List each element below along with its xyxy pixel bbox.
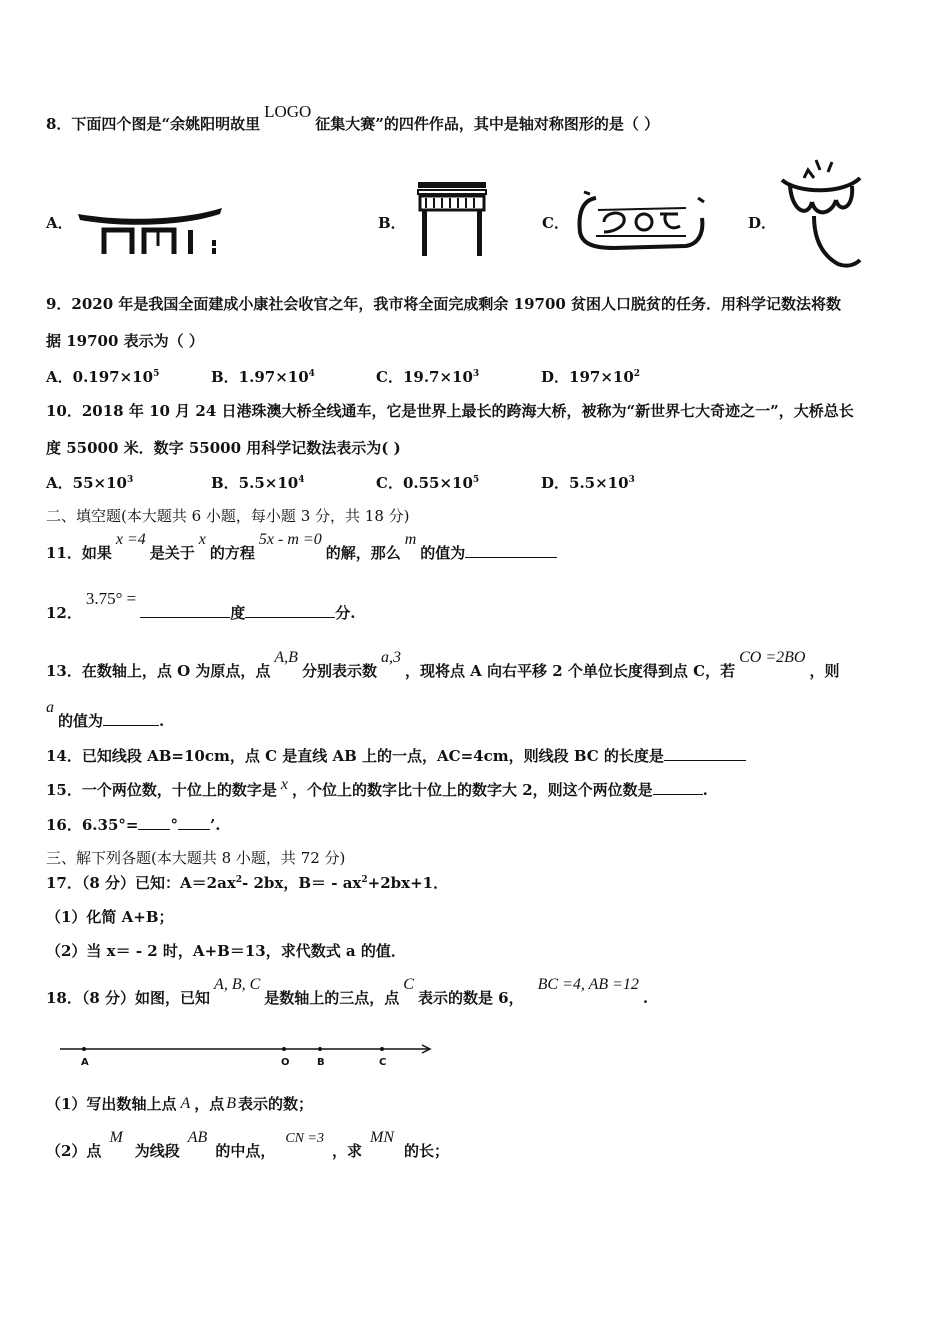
q17-head3: +2bx+1． xyxy=(367,874,449,892)
q12-t3: 分. xyxy=(335,604,356,622)
q18-t1: 18．（8 分）如图，已知 xyxy=(46,989,211,1007)
q16-t2: ° xyxy=(170,816,178,834)
q9-option-b-exp: 4 xyxy=(308,369,315,379)
axis-label-c: C xyxy=(379,1057,387,1068)
q11-stem xyxy=(46,531,557,564)
q16-degree-blank[interactable] xyxy=(138,815,170,830)
q18-p2b: 为线段 xyxy=(134,1142,180,1160)
q10-stem-line2: 度 55000 米．数字 55000 用科学记数法表示为( ) xyxy=(46,439,401,457)
q15-math: x xyxy=(280,776,288,793)
q17-part-2: （2）当 x＝ - 2 时，A+B＝13，求代数式 a 的值． xyxy=(46,942,406,960)
q16-minute-blank[interactable] xyxy=(178,815,210,830)
q13-stem-line2: a的值为 . xyxy=(46,699,165,730)
q18-math-1: A, B, C xyxy=(214,976,261,993)
q15-t2: ，个位上的数字比十位上的数字大 2，则这个两位数是 xyxy=(292,781,653,799)
q11-math-4: m xyxy=(404,531,417,548)
q10-option-d xyxy=(541,472,635,493)
q13-t1: 13．在数轴上，点 O 为原点，点 xyxy=(46,662,271,680)
q12-t2: 度 xyxy=(230,604,246,622)
q18-t2: 是数轴上的三点，点 xyxy=(264,989,400,1007)
q13-t5: 的值为 xyxy=(58,712,104,730)
q14-answer-blank[interactable] xyxy=(664,746,746,761)
q10-option-c-text: C．0.55×10 xyxy=(376,474,473,492)
q9-option-c-text: C．19.7×10 xyxy=(376,368,473,386)
q17-part-1: （1）化简 A+B； xyxy=(46,908,174,926)
q9-option-d xyxy=(541,366,640,387)
axis-label-b: B xyxy=(317,1057,325,1068)
point-c-dot xyxy=(380,1047,384,1051)
q18-p1-math-1: A xyxy=(180,1095,191,1112)
q13-math-3: CO =2BO xyxy=(739,649,806,666)
q8-option-c-figure xyxy=(574,188,708,254)
q11-math-3: 5x - m =0 xyxy=(258,531,322,548)
q11-t3: 的方程 xyxy=(209,544,255,562)
q17-stem xyxy=(46,873,448,893)
section-3-heading: 三、解下列各题(本大题共 8 小题，共 72 分) xyxy=(46,849,346,867)
q8-logo-word: LOGO xyxy=(264,102,312,121)
q9-option-a-text: A．0.197×10 xyxy=(46,368,154,386)
q10-stem-line1: 10．2018 年 10 月 24 日港珠澳大桥全线通车，它是世界上最长的跨海大桥，被称为“新世界七大奇迹之一”，大桥总长 xyxy=(46,402,854,420)
q8-option-c-label: C． xyxy=(542,214,569,232)
q12-stem xyxy=(46,589,356,623)
q10-option-c-exp: 5 xyxy=(472,475,480,485)
q16-t1: 16．6.35°= xyxy=(46,816,139,834)
q11-math-1: x =4 xyxy=(115,531,146,548)
q18-math-3: BC =4, AB =12 xyxy=(537,976,639,993)
q18-p1-math-2: B xyxy=(226,1095,237,1112)
q18-p2c: 的中点， xyxy=(215,1142,276,1160)
q18-p1c: 表示的数； xyxy=(238,1095,314,1113)
q8-option-b-figure xyxy=(412,176,492,260)
q10-option-d-exp: 3 xyxy=(628,475,635,485)
q9-option-d-text: D．197×10 xyxy=(541,368,634,386)
q9-stem-line1: 9．2020 年是我国全面建成小康社会收官之年，我市将全面完成剩余 19700 贫困人口脱贫的任务．用科学记数法将数 xyxy=(46,295,842,313)
q11-t2: 是关于 xyxy=(149,544,195,562)
q18-t4: . xyxy=(642,989,649,1007)
q9-stem-line2: 据 19700 表示为（ ） xyxy=(46,332,204,350)
q9-option-c-exp: 3 xyxy=(472,369,480,379)
q18-part-2 xyxy=(46,1129,449,1163)
q18-p1a: （1）写出数轴上点 xyxy=(46,1095,177,1113)
q13-t2: 分别表示数 xyxy=(301,662,377,680)
q17-head: 17．（8 分）已知：A＝2ax xyxy=(46,874,236,892)
q10-option-d-text: D．5.5×10 xyxy=(541,474,629,492)
q8-option-d-figure xyxy=(778,156,864,272)
point-a-dot xyxy=(82,1047,86,1051)
q9-option-c xyxy=(376,366,479,387)
q9-option-a-exp: 5 xyxy=(153,369,160,379)
point-b-dot xyxy=(318,1047,322,1051)
q18-p2-math-1: M xyxy=(109,1129,123,1146)
q12-math: 3.75° = xyxy=(85,589,137,608)
q18-stem xyxy=(46,976,649,1009)
section-2-heading: 二、填空题(本大题共 6 小题，每小题 3 分，共 18 分) xyxy=(46,507,410,525)
axis-label-o: O xyxy=(281,1057,290,1068)
q16-stem xyxy=(46,815,220,835)
q11-answer-blank[interactable] xyxy=(465,543,557,558)
q13-math-1: A,B xyxy=(274,649,298,666)
q8-option-a-figure xyxy=(74,200,226,260)
q8-text-a: 8．下面四个图是“余姚阳明故里 xyxy=(46,115,261,133)
q10-option-a-text: A．55×10 xyxy=(46,474,127,492)
q10-option-a-exp: 3 xyxy=(126,475,134,485)
q17-head-exp-2: 2 xyxy=(361,875,368,885)
q13-t3: ，现将点 A 向右平移 2 个单位长度得到点 C，若 xyxy=(404,662,736,680)
q14-text: 14．已知线段 AB=10cm，点 C 是直线 AB 上的一点，AC=4cm，则线段 BC 的长度是 xyxy=(46,747,664,765)
q12-degree-blank[interactable] xyxy=(140,603,230,618)
q9-option-d-exp: 2 xyxy=(633,369,641,379)
q11-t1: 11．如果 xyxy=(46,544,112,562)
q13-answer-blank[interactable] xyxy=(103,711,159,726)
q18-p2-math-2: AB xyxy=(187,1129,208,1146)
q18-p2a: （2）点 xyxy=(46,1142,102,1160)
q12-t1: 12． xyxy=(46,604,82,622)
q18-p2d: ，求 xyxy=(331,1142,362,1160)
q15-stem: 15．一个两位数，十位上的数字是 x ，个位上的数字比十位上的数字大 2，则这个两位数是 . xyxy=(46,776,708,799)
q18-p1b: ，点 xyxy=(194,1095,225,1113)
q10-option-a xyxy=(46,472,133,493)
q16-t3: ’. xyxy=(209,816,221,834)
q10-option-b-text: B．5.5×10 xyxy=(211,474,299,492)
q17-head2: - 2bx，B＝ - ax xyxy=(242,874,362,892)
q12-minute-blank[interactable] xyxy=(245,603,335,618)
q9-option-b xyxy=(211,366,315,387)
q11-math-2: x xyxy=(198,531,206,548)
q13-math-4: a xyxy=(46,699,54,716)
q14-stem xyxy=(46,746,746,766)
q11-t4: 的解，那么 xyxy=(325,544,401,562)
axis-label-a: A xyxy=(81,1057,89,1068)
q8-option-d-label: D． xyxy=(748,214,777,232)
q18-t3: 表示的数是 6， xyxy=(417,989,524,1007)
q10-option-b-exp: 4 xyxy=(298,475,305,485)
point-o-dot xyxy=(282,1047,286,1051)
q9-option-b-text: B．1.97×10 xyxy=(211,368,309,386)
q18-p2e: 的长； xyxy=(403,1142,449,1160)
q13-t4: ，则 xyxy=(809,662,840,680)
q17-head-exp-1: 2 xyxy=(235,875,243,885)
q18-part-1 xyxy=(46,1094,313,1115)
q9-option-a xyxy=(46,366,159,387)
q18-p2-math-3: CN =3 xyxy=(285,1131,324,1146)
q8-option-b-label: B． xyxy=(378,214,406,232)
q10-option-c xyxy=(376,472,479,493)
q15-t1: 15．一个两位数，十位上的数字是 xyxy=(46,781,277,799)
q10-option-b xyxy=(211,472,304,493)
q8-stem xyxy=(46,102,660,134)
q13-math-2: a,3 xyxy=(380,649,401,666)
q18-p2-math-4: MN xyxy=(369,1129,394,1146)
q8-option-a-label: A． xyxy=(46,214,73,232)
q15-answer-blank[interactable] xyxy=(653,780,703,795)
q13-stem xyxy=(46,649,840,682)
q8-text-b: 征集大赛”的四件作品，其中是轴对称图形的是（ ） xyxy=(315,115,660,133)
q18-math-2: C xyxy=(403,976,414,993)
q11-t5: 的值为 xyxy=(420,544,466,562)
